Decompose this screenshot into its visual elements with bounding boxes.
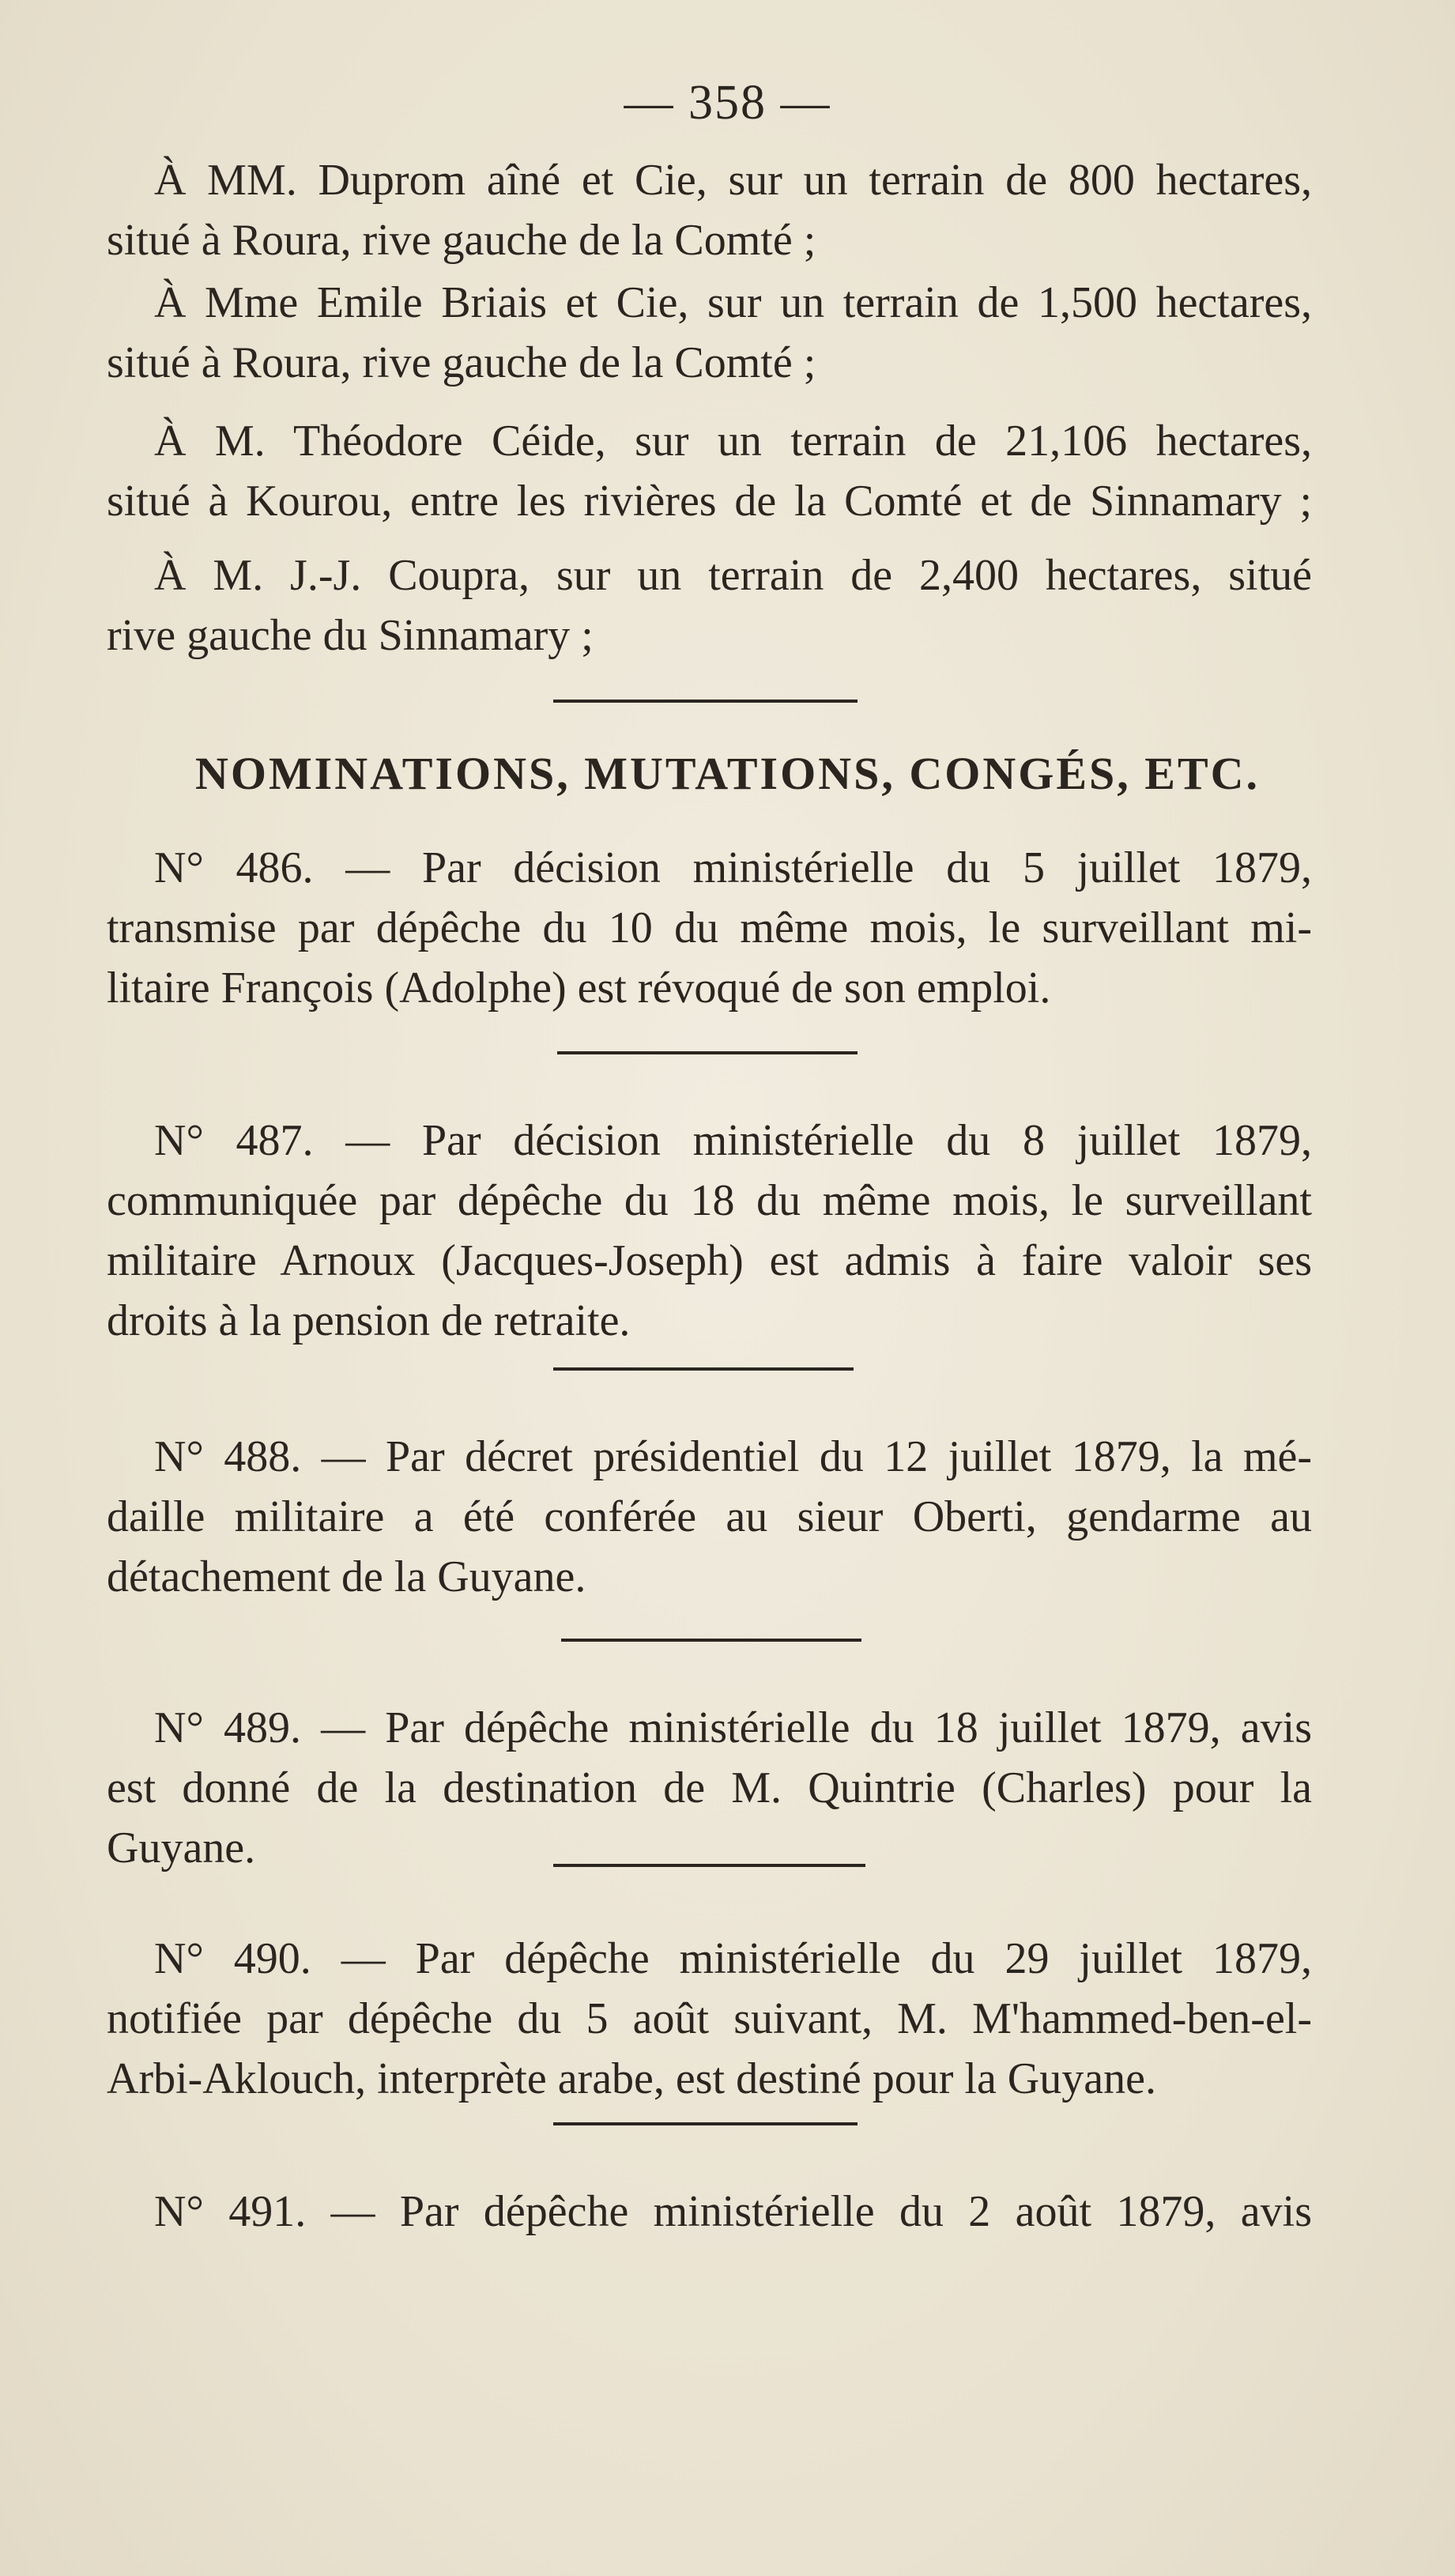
text-line: N° 486. — Par décision ministérielle du 5 juillet 1879,: [154, 843, 1312, 892]
text-line: notifiée par dépêche du 5 août suivant, M. M'hammed-ben-el-: [107, 1994, 1312, 2043]
text-line: situé à Kourou, entre les rivières de la Comté et de Sinnamary ;: [107, 477, 1312, 526]
text-line: transmise par dépêche du 10 du même mois, le surveillant mi-: [107, 903, 1312, 952]
entry-paragraph: [107, 1929, 1312, 2109]
text-line: À Mme Emile Briais et Cie, sur un terrain de 1,500 hectares,: [154, 278, 1312, 327]
text-line: À M. J.-J. Coupra, sur un terrain de 2,400 hectares, situé: [154, 551, 1312, 600]
text-line: situé à Roura, rive gauche de la Comté ;: [107, 216, 816, 265]
separator-rule: [557, 1051, 858, 1054]
text-line: droits à la pension de retraite.: [107, 1296, 631, 1345]
page-number: — 358 —: [624, 76, 831, 130]
text-line: N° 490. — Par dépêche ministérielle du 29 juillet 1879,: [154, 1934, 1312, 1983]
text-line: À M. Théodore Céide, sur un terrain de 21,106 hectares,: [154, 417, 1312, 466]
entry-paragraph: [107, 2182, 1312, 2242]
text-line: litaire François (Adolphe) est révoqué de son emploi.: [107, 964, 1051, 1013]
text-line: Arbi-Aklouch, interprète arabe, est destiné pour la Guyane.: [107, 2054, 1156, 2103]
separator-rule: [553, 1367, 854, 1371]
text-line: À MM. Duprom aîné et Cie, sur un terrain de 800 hectares,: [154, 156, 1312, 205]
entry-paragraph: [107, 1698, 1312, 1878]
text-line: situé à Roura, rive gauche de la Comté ;: [107, 338, 816, 387]
separator-rule: [553, 1864, 865, 1867]
separator-rule: [561, 1639, 861, 1642]
text-line: N° 487. — Par décision ministérielle du 8 juillet 1879,: [154, 1116, 1312, 1165]
concession-paragraph: [107, 411, 1312, 531]
entry-paragraph: [107, 1427, 1312, 1607]
separator-rule: [553, 700, 858, 703]
separator-rule: [553, 2122, 858, 2125]
entry-paragraph: [107, 838, 1312, 1018]
concession-paragraph: [107, 150, 1312, 270]
entry-paragraph: [107, 1111, 1312, 1351]
text-line: Guyane.: [107, 1824, 256, 1873]
concession-paragraph: [107, 273, 1312, 393]
text-line: détachement de la Guyane.: [107, 1552, 586, 1601]
text-line: est donné de la destination de M. Quintrie (Charles) pour la: [107, 1763, 1312, 1812]
section-title: NOMINATIONS, MUTATIONS, CONGÉS, ETC.: [194, 748, 1261, 799]
text-line: N° 489. — Par dépêche ministérielle du 18 juillet 1879, avis: [154, 1703, 1312, 1752]
text-line: N° 488. — Par décret présidentiel du 12 juillet 1879, la mé-: [154, 1432, 1312, 1481]
text-line: communiquée par dépêche du 18 du même mois, le surveillant: [107, 1176, 1312, 1225]
concession-paragraph: [107, 545, 1312, 666]
text-line: N° 491. — Par dépêche ministérielle du 2 août 1879, avis: [154, 2187, 1312, 2236]
text-line: daille militaire a été conférée au sieur Oberti, gendarme au: [107, 1492, 1312, 1541]
text-line: rive gauche du Sinnamary ;: [107, 611, 594, 660]
text-line: militaire Arnoux (Jacques-Joseph) est admis à faire valoir ses: [107, 1236, 1312, 1285]
